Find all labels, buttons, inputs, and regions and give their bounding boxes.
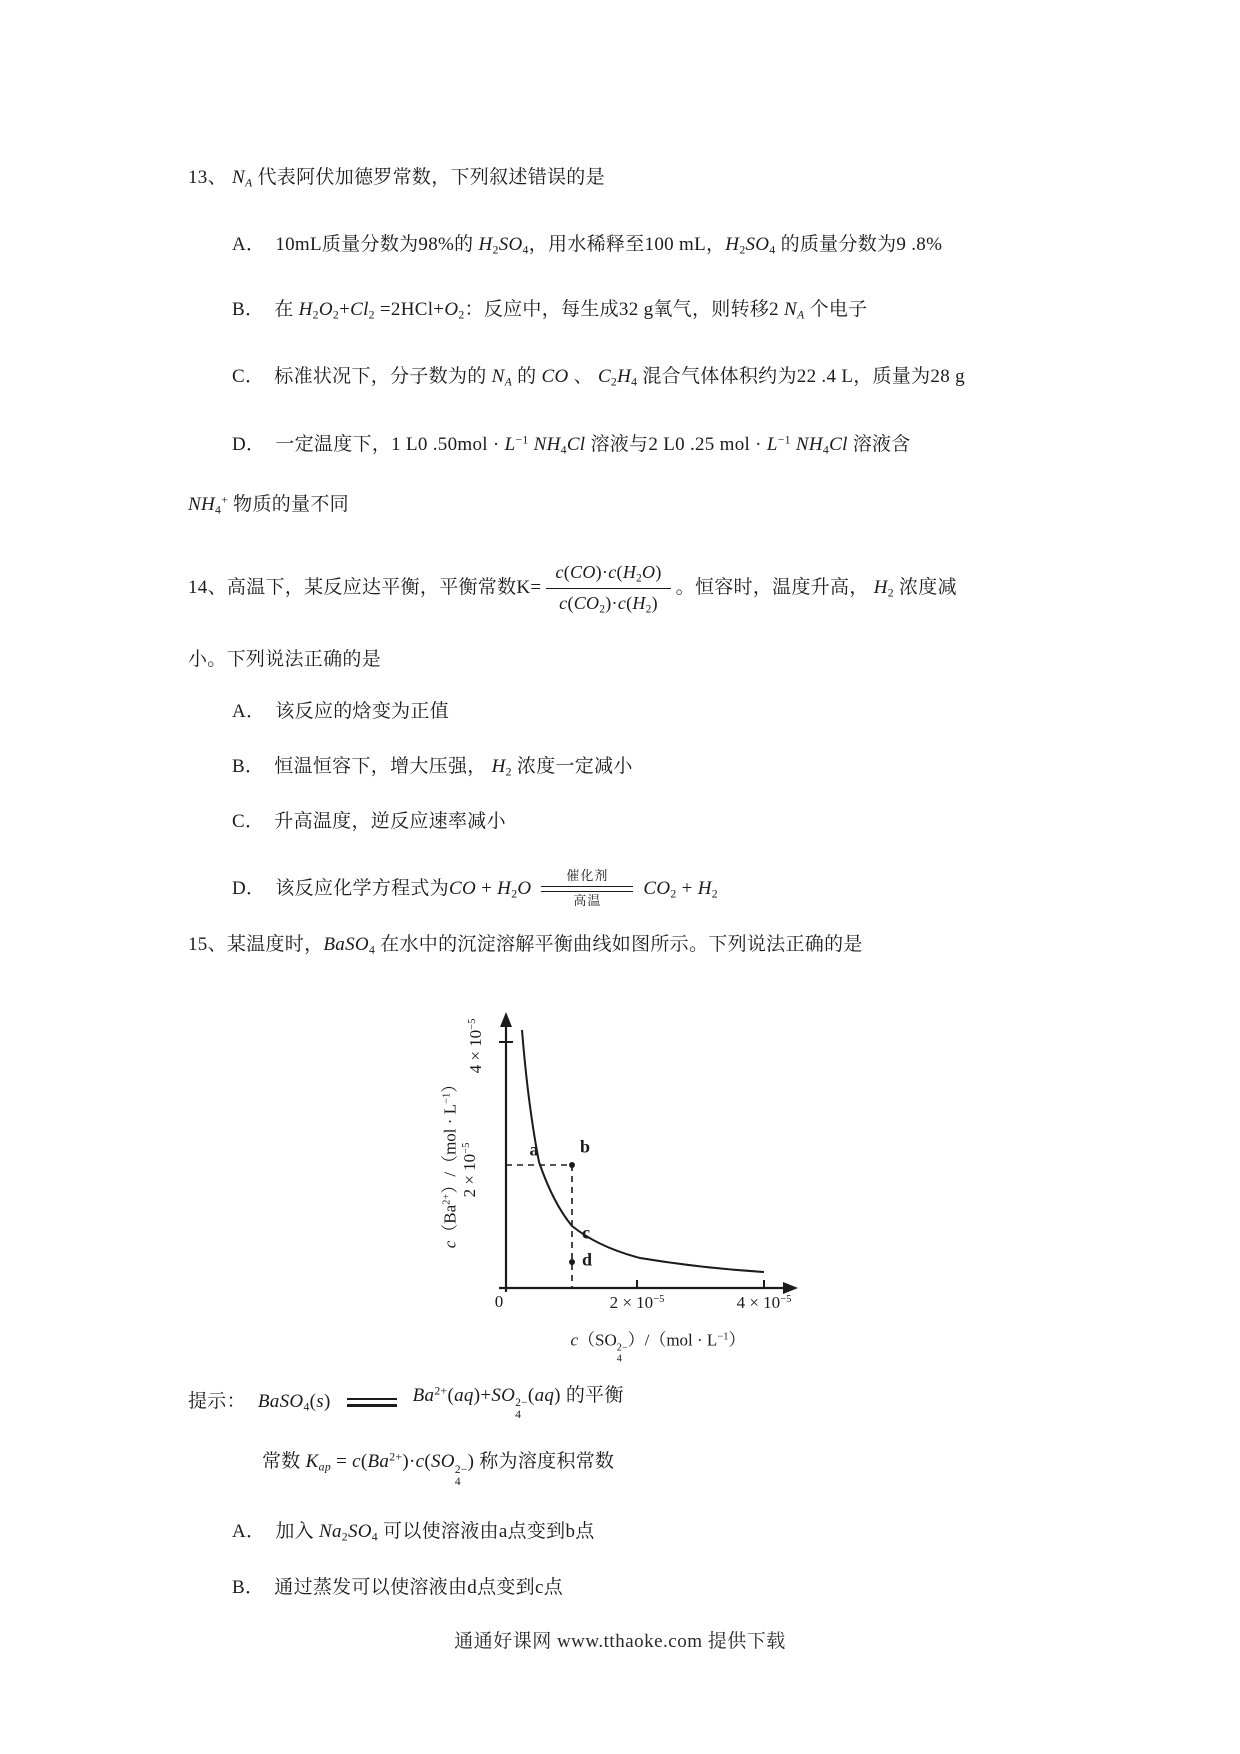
question-14-option-b	[232, 753, 633, 781]
hint-line-1	[188, 1382, 624, 1422]
option-d-text: 一定温度下，1 L0 $.50mol \cdot L^{-1}$ $NH_4Cl$ 溶液与2 L0 .25 mol · $L^{-1}$ $NH_4Cl$ 溶液含	[275, 433, 911, 457]
option-a-label: A．	[232, 701, 266, 722]
question-14-option-d	[232, 860, 718, 918]
point-d-label: d	[581, 1249, 593, 1270]
option-d-label: D．	[232, 434, 266, 455]
option-c-label: C．	[232, 366, 265, 387]
question-14-stem	[188, 548, 957, 628]
hint-prefix: 提示：	[188, 1391, 246, 1412]
y-tick-label-4e-5: $4 \times 10^{-5}$	[466, 1018, 485, 1074]
q14-stem-post: 。恒容时，温度升高， $H_2$ 浓度减	[675, 577, 957, 600]
fraction-numerator: $c(CO)\cdot c(H_2O)$	[546, 561, 670, 588]
option-a-label: A．	[232, 1521, 266, 1542]
option-a-label: A．	[232, 234, 266, 255]
x-tick-label-4e-5: $4 \times 10^{-5}$	[736, 1293, 792, 1312]
question-15-option-b	[232, 1574, 563, 1602]
footer-credit: 通通好课网 www.tthaoke.com 提供下载	[454, 1631, 786, 1652]
option-b-text: 在 $H_2O_2+Cl_2 =2HCl+O_2$：反应中，每生成32 g氧气，则转移2 $N_A$ 个电子	[274, 299, 868, 322]
question-15-stem: 15、某温度时，BaSO$_4$ 在水中的沉淀溶解平衡曲线如图所示。下列说法正确的是	[188, 934, 863, 957]
question-13-option-a	[232, 231, 942, 259]
question-14-option-a	[232, 698, 449, 726]
solubility-curve	[522, 1030, 764, 1272]
x-axis-label: c（SO 2− 4 ）$/(mol \cdot L^{-1})$	[570, 1330, 746, 1365]
x-tick-label-2e-5: $2 \times 10^{-5}$	[609, 1293, 665, 1312]
hint-left-formula: BaSO$_4$(s)	[257, 1391, 331, 1414]
option-c-text: 升高温度，逆反应速率减小	[274, 811, 506, 832]
point-a-label: a	[529, 1139, 539, 1160]
catalyst-label: 催化剂	[566, 868, 609, 884]
option-b-label: B．	[232, 299, 265, 320]
question-13-option-b	[232, 296, 867, 324]
option-d-label: D．	[232, 878, 266, 899]
point-b-label: b	[579, 1136, 591, 1157]
solubility-curve-figure	[400, 1000, 830, 1392]
option-a-text: 10mL质量分数为98%的 $H_2SO_4$，用水稀释至100 mL，$H_2SO_4$ 的质量分数为9 .8%	[275, 234, 943, 257]
option-d-text-pre: 该反应化学方程式为CO + $H_2O$	[275, 878, 532, 901]
question-14-option-c	[232, 808, 506, 836]
question-13-option-d-continuation: $NH_4^+$ 物质的量不同	[188, 493, 349, 517]
q14-stem-pre: 14、高温下，某反应达平衡，平衡常数K=	[188, 577, 542, 598]
point-d-dot	[569, 1259, 575, 1265]
high-temp-label: 高温	[573, 893, 602, 908]
question-13-option-c	[232, 363, 965, 391]
y-axis-label: $c(Ba^{2+})/(mol \cdot L^{-1})$	[440, 1075, 460, 1249]
origin-label: 0	[494, 1292, 504, 1311]
equilibrium-arrow-icon	[347, 1398, 397, 1407]
fraction-denominator: $c(CO_2)\cdot c(H_2)$	[559, 592, 658, 615]
option-b-text: 通过蒸发可以使溶液由d点变到c点	[274, 1577, 564, 1598]
option-b-label: B．	[232, 756, 265, 777]
question-15-option-a	[232, 1518, 595, 1546]
option-d-text-post: $CO_2 + H_2$	[643, 878, 718, 901]
reaction-condition-arrow-icon	[541, 869, 633, 909]
equilibrium-constant-fraction	[546, 561, 670, 615]
option-c-text: 标准状况下，分子数为的 $N_A$ 的 CO 、 $C_2H_4$ 混合气体体积约为22 .4 L，质量为28 g	[274, 366, 965, 389]
question-13-option-d	[232, 431, 911, 459]
option-b-text: 恒温恒容下，增大压强， $H_2$ 浓度一定减小	[274, 756, 633, 779]
question-14-stem-line2: 小。下列说法正确的是	[188, 649, 382, 670]
double-line-arrow	[541, 886, 633, 892]
option-a-text: 该反应的焓变为正值	[275, 701, 450, 722]
question-13-stem: 13、 $N_A$ 代表阿伏加德罗常数，下列叙述错误的是	[188, 167, 605, 190]
option-a-text: 加入 $Na_2SO_4$ 可以使溶液由a点变到b点	[275, 1521, 595, 1544]
option-b-label: B．	[232, 1577, 265, 1598]
point-c-label: c	[582, 1222, 590, 1243]
point-b-dot	[569, 1162, 575, 1168]
hint-right-formula: $Ba^{2+}(aq)+SO$ 2− 4 (aq) 的平衡	[412, 1384, 624, 1422]
y-axis-arrow	[500, 1012, 512, 1027]
option-c-label: C．	[232, 811, 265, 832]
hint-line-2: 常数 $K_{ap} = c(Ba^{2+})\cdot c(SO$ 2− 4 ) 称为溶度积常数	[262, 1450, 615, 1488]
y-tick-label-2e-5: $2 \times 10^{-5}$	[460, 1142, 479, 1198]
